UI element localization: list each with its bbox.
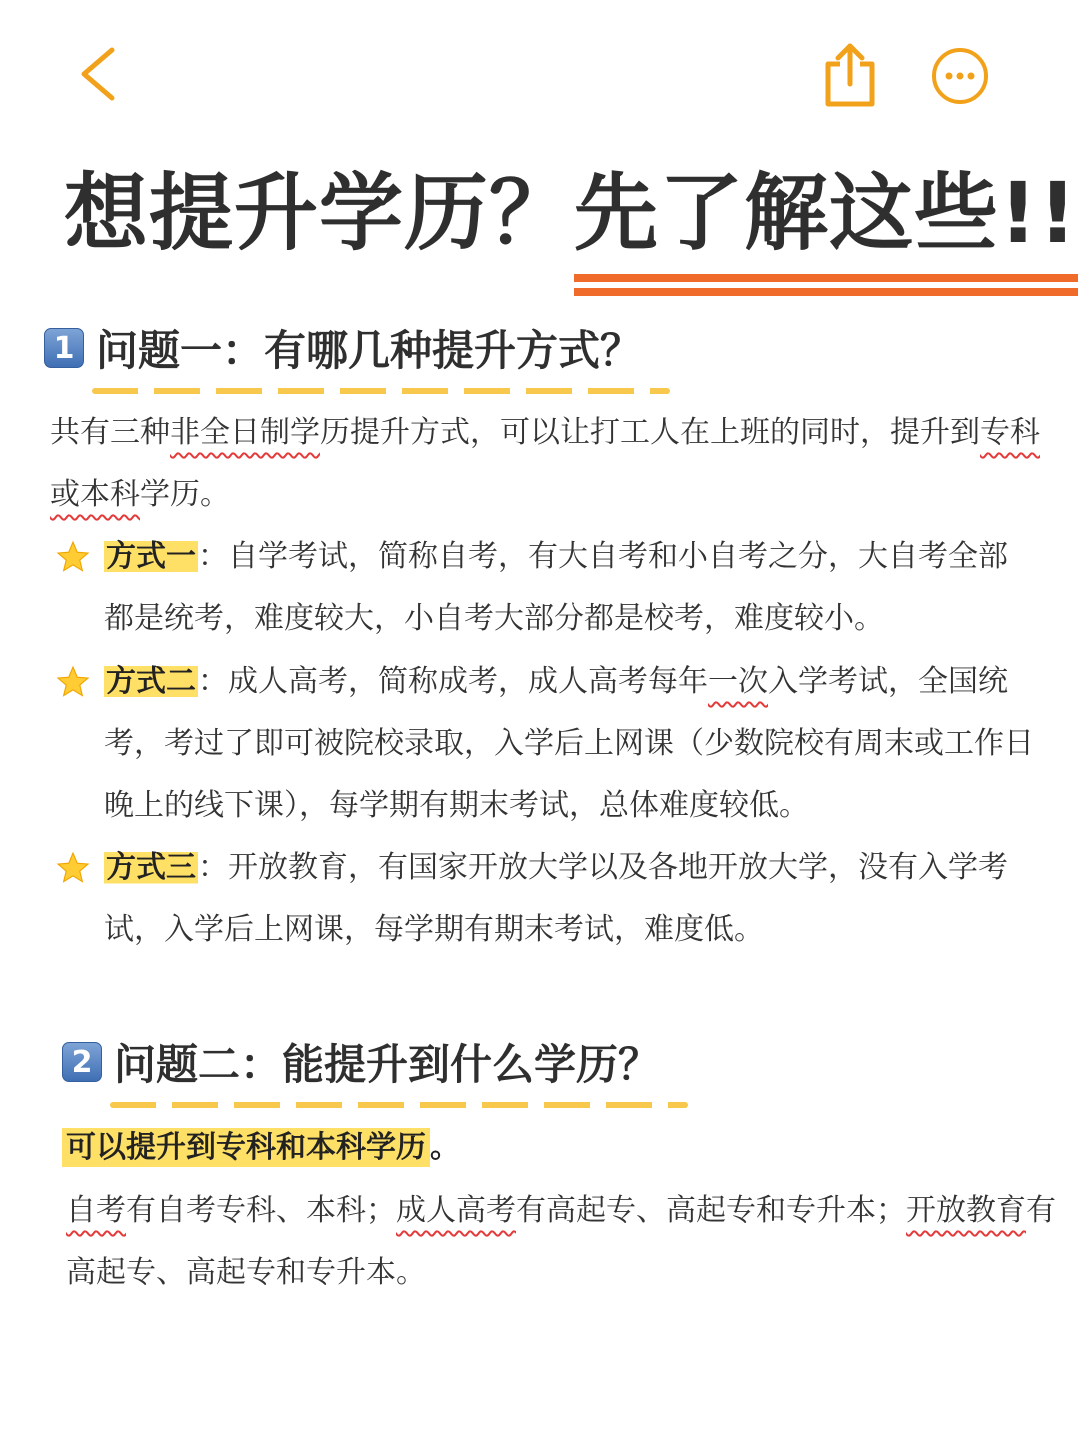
star-icon: [56, 851, 90, 885]
method-text: ：成人高考，简称成考，成人高考每年: [198, 664, 708, 699]
star-icon: [56, 665, 90, 699]
section-1-intro: [50, 402, 1040, 526]
method-item: [56, 651, 1036, 837]
section-2-heading: [62, 1032, 660, 1092]
method-label: 方式一: [106, 539, 196, 574]
detail-underlined-self-study: 自考: [66, 1193, 126, 1228]
keycap-2-icon: 2: [62, 1042, 102, 1082]
section-1-heading-text: 问题一：有哪几种提升方式？: [96, 318, 642, 378]
intro-text: 历提升方式，可以让打工人在上班的同时，提升到: [320, 415, 980, 450]
method-item: [56, 526, 1036, 650]
method-label: 方式二: [106, 664, 196, 699]
section-2-answer-highlight: [62, 1122, 460, 1174]
page-title: [64, 158, 1078, 268]
chevron-left-icon[interactable]: [78, 46, 118, 102]
top-nav-bar: [0, 0, 1080, 150]
detail-text: 有高起专、高起专和专升本；: [516, 1193, 906, 1228]
section-2-heading-text: 问题二：能提升到什么学历？: [114, 1032, 660, 1092]
method-text: ：开放教育，有国家开放大学以及各地开放大学，没有入学考试，入学后上网课，每学期有期末考试，难度低。: [104, 850, 1008, 947]
method-text: 入学考试，全国统考，考过了即可被院校录取，入学后上网课（少数院校有周末或工作日晚上的线下课），每学期有期末考试，总体难度较低。: [104, 664, 1034, 823]
method-text: ：自学考试，简称自考，有大自考和小自考之分，大自考全部都是统考，难度较大，小自考大部分都是校考，难度较小。: [104, 539, 1008, 636]
intro-underlined-degree: 专科或本科: [50, 415, 1040, 512]
more-horizontal-icon[interactable]: [930, 46, 990, 106]
method-label: 方式三: [106, 850, 196, 885]
intro-text: 共有三种: [50, 415, 170, 450]
keycap-1-icon: 1: [44, 328, 84, 368]
detail-text: 有高起专、高起专和专升本。: [66, 1193, 1056, 1290]
section-1-heading: [44, 318, 642, 378]
intro-text: 学历。: [140, 477, 230, 512]
method-text-underlined: 一次: [708, 664, 768, 699]
detail-text: 有自考专科、本科；: [126, 1193, 396, 1228]
section-2-answer-detail: [66, 1180, 1056, 1304]
answer-highlight-text: 可以提升到专科和本科学历: [62, 1128, 430, 1167]
star-icon: [56, 540, 90, 574]
title-part-1: 想提升学历？: [64, 164, 575, 262]
share-icon[interactable]: [822, 40, 878, 108]
detail-underlined-open-education: 开放教育: [906, 1193, 1026, 1228]
detail-underlined-adult-exam: 成人高考: [396, 1193, 516, 1228]
title-part-2-underlined: 先了解这些!!: [574, 158, 1078, 268]
intro-underlined-part-time: 非全日制学: [170, 415, 320, 450]
method-item: [56, 837, 1036, 961]
answer-highlight-end: 。: [430, 1130, 460, 1165]
